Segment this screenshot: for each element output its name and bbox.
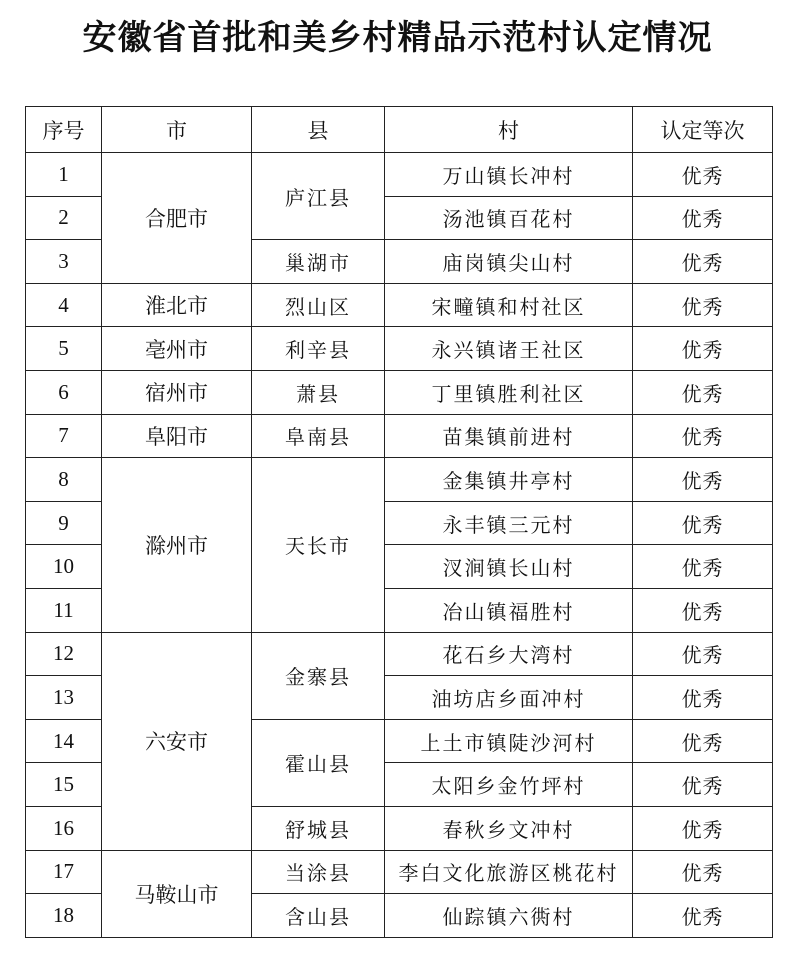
level-cell: 优秀 (633, 632, 773, 676)
village-cell: 李白文化旅游区桃花村 (385, 850, 633, 894)
row-index: 14 (26, 719, 102, 763)
county-cell: 烈山区 (252, 283, 385, 327)
county-cell: 巢湖市 (252, 240, 385, 284)
row-index: 8 (26, 458, 102, 502)
village-table (25, 106, 773, 938)
table-row (26, 850, 773, 894)
village-cell: 仙踪镇六衖村 (385, 894, 633, 938)
city-cell: 合肥市 (102, 153, 252, 284)
city-cell: 滁州市 (102, 458, 252, 632)
level-cell: 优秀 (633, 283, 773, 327)
level-cell: 优秀 (633, 676, 773, 720)
table-row (26, 327, 773, 371)
level-cell: 优秀 (633, 719, 773, 763)
county-cell: 阜南县 (252, 414, 385, 458)
level-cell: 优秀 (633, 501, 773, 545)
county-cell: 庐江县 (252, 153, 385, 240)
row-index: 17 (26, 850, 102, 894)
level-cell: 优秀 (633, 196, 773, 240)
village-cell: 汊涧镇长山村 (385, 545, 633, 589)
county-cell: 萧县 (252, 370, 385, 414)
level-cell: 优秀 (633, 763, 773, 807)
row-index: 18 (26, 894, 102, 938)
county-cell: 金寨县 (252, 632, 385, 719)
village-cell: 宋疃镇和村社区 (385, 283, 633, 327)
village-cell: 庙岗镇尖山村 (385, 240, 633, 284)
village-cell: 丁里镇胜利社区 (385, 370, 633, 414)
header-level: 认定等次 (633, 107, 773, 153)
level-cell: 优秀 (633, 588, 773, 632)
level-cell: 优秀 (633, 850, 773, 894)
row-index: 9 (26, 501, 102, 545)
header-village: 村 (385, 107, 633, 153)
page-title: 安徽省首批和美乡村精品示范村认定情况 (82, 18, 713, 58)
county-cell: 天长市 (252, 458, 385, 632)
level-cell: 优秀 (633, 414, 773, 458)
village-cell: 金集镇井亭村 (385, 458, 633, 502)
level-cell: 优秀 (633, 545, 773, 589)
row-index: 16 (26, 806, 102, 850)
county-cell: 当涂县 (252, 850, 385, 894)
row-index: 12 (26, 632, 102, 676)
table-row (26, 283, 773, 327)
row-index: 3 (26, 240, 102, 284)
header-county: 县 (252, 107, 385, 153)
level-cell: 优秀 (633, 458, 773, 502)
table-row (26, 632, 773, 676)
city-cell: 六安市 (102, 632, 252, 850)
city-cell: 马鞍山市 (102, 850, 252, 937)
city-cell: 宿州市 (102, 370, 252, 414)
row-index: 11 (26, 588, 102, 632)
village-cell: 太阳乡金竹坪村 (385, 763, 633, 807)
county-cell: 霍山县 (252, 719, 385, 806)
table-header-row (26, 107, 773, 153)
county-cell: 含山县 (252, 894, 385, 938)
level-cell: 优秀 (633, 806, 773, 850)
village-cell: 油坊店乡面冲村 (385, 676, 633, 720)
row-index: 6 (26, 370, 102, 414)
table-row (26, 370, 773, 414)
row-index: 7 (26, 414, 102, 458)
village-cell: 汤池镇百花村 (385, 196, 633, 240)
row-index: 2 (26, 196, 102, 240)
village-cell: 花石乡大湾村 (385, 632, 633, 676)
village-cell: 上土市镇陡沙河村 (385, 719, 633, 763)
village-cell: 春秋乡文冲村 (385, 806, 633, 850)
row-index: 4 (26, 283, 102, 327)
city-cell: 亳州市 (102, 327, 252, 371)
level-cell: 优秀 (633, 894, 773, 938)
village-cell: 万山镇长冲村 (385, 153, 633, 197)
row-index: 5 (26, 327, 102, 371)
level-cell: 优秀 (633, 153, 773, 197)
city-cell: 淮北市 (102, 283, 252, 327)
city-cell: 阜阳市 (102, 414, 252, 458)
row-index: 13 (26, 676, 102, 720)
table-row (26, 414, 773, 458)
village-cell: 永丰镇三元村 (385, 501, 633, 545)
row-index: 1 (26, 153, 102, 197)
county-cell: 舒城县 (252, 806, 385, 850)
village-cell: 永兴镇诸王社区 (385, 327, 633, 371)
table-row (26, 458, 773, 502)
table-row (26, 153, 773, 197)
row-index: 10 (26, 545, 102, 589)
village-cell: 苗集镇前进村 (385, 414, 633, 458)
header-city: 市 (102, 107, 252, 153)
level-cell: 优秀 (633, 240, 773, 284)
county-cell: 利辛县 (252, 327, 385, 371)
level-cell: 优秀 (633, 327, 773, 371)
row-index: 15 (26, 763, 102, 807)
header-index: 序号 (26, 107, 102, 153)
village-cell: 冶山镇福胜村 (385, 588, 633, 632)
level-cell: 优秀 (633, 370, 773, 414)
